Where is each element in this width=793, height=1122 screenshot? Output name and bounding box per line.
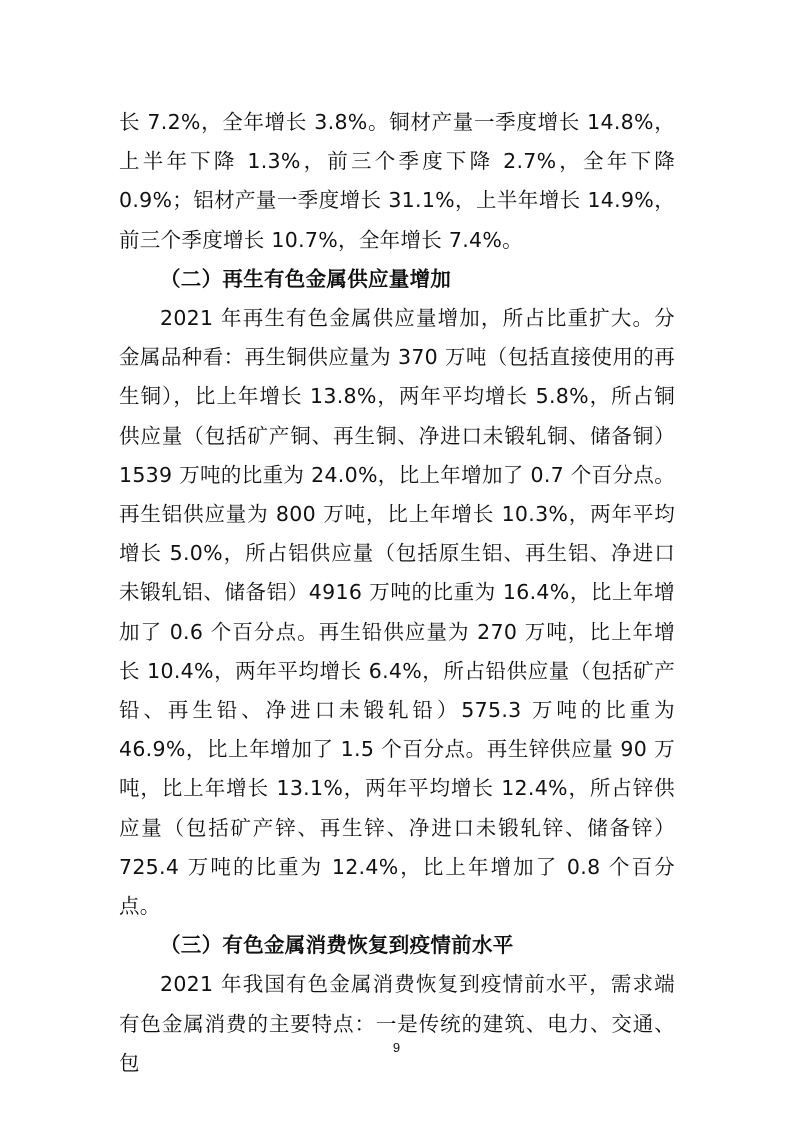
- section-heading-2: （二）再生有色金属供应量增加: [160, 266, 452, 291]
- document-body: [119, 103, 675, 1083]
- section-heading-3: （三）有色金属消费恢复到疫情前水平: [160, 933, 514, 958]
- paragraph-recycled-metals: 2021 年再生有色金属供应量增加，所占比重扩大。分金属品种看：再生铜供应量为 370 万吨（包括直接使用的再生铜），比上年增长 13.8%，两年平均增长 5.8%，所占铜供应量（包括矿产铜、再生铜、净进口未锻轧铜、储备铜）1539 万吨的比重为 24.0%，比上年增加了 0.7 个百分点。再生铝供应量为 800 万吨，比上年增长 10.3%，两年平均增长 5.0%，所占铝供应量（包括原生铝、再生铝、净进口未锻轧铝、储备铝）4916 万吨的比重为 16.4%，比上年增加了 0.6 个百分点。再生铅供应量为 270 万吨，比上年增长 10.4%，两年平均增长 6.4%，所占铅供应量（包括矿产铅、再生铅、净进口未锻轧铅）575.3 万吨的比重为 46.9%，比上年增加了 1.5 个百分点。再生锌供应量 90 万吨，比上年增长 13.1%，两年平均增长 12.4%，所占锌供应量（包括矿产锌、再生锌、净进口未锻轧锌、储备锌）725.4 万吨的比重为 12.4%，比上年增加了 0.8 个百分点。: [119, 306, 675, 919]
- paragraph-consumption: 2021 年我国有色金属消费恢复到疫情前水平，需求端有色金属消费的主要特点：一是传统的建筑、电力、交通、包: [119, 972, 675, 1075]
- paragraph-continuation: 长 7.2%，全年增长 3.8%。铜材产量一季度增长 14.8%，上半年下降 1.3%，前三个季度下降 2.7%，全年下降 0.9%；铝材产量一季度增长 31.1%，上半年增长 14.9%，前三个季度增长 10.7%，全年增长 7.4%。: [119, 110, 675, 252]
- page-number: 9: [392, 1040, 401, 1055]
